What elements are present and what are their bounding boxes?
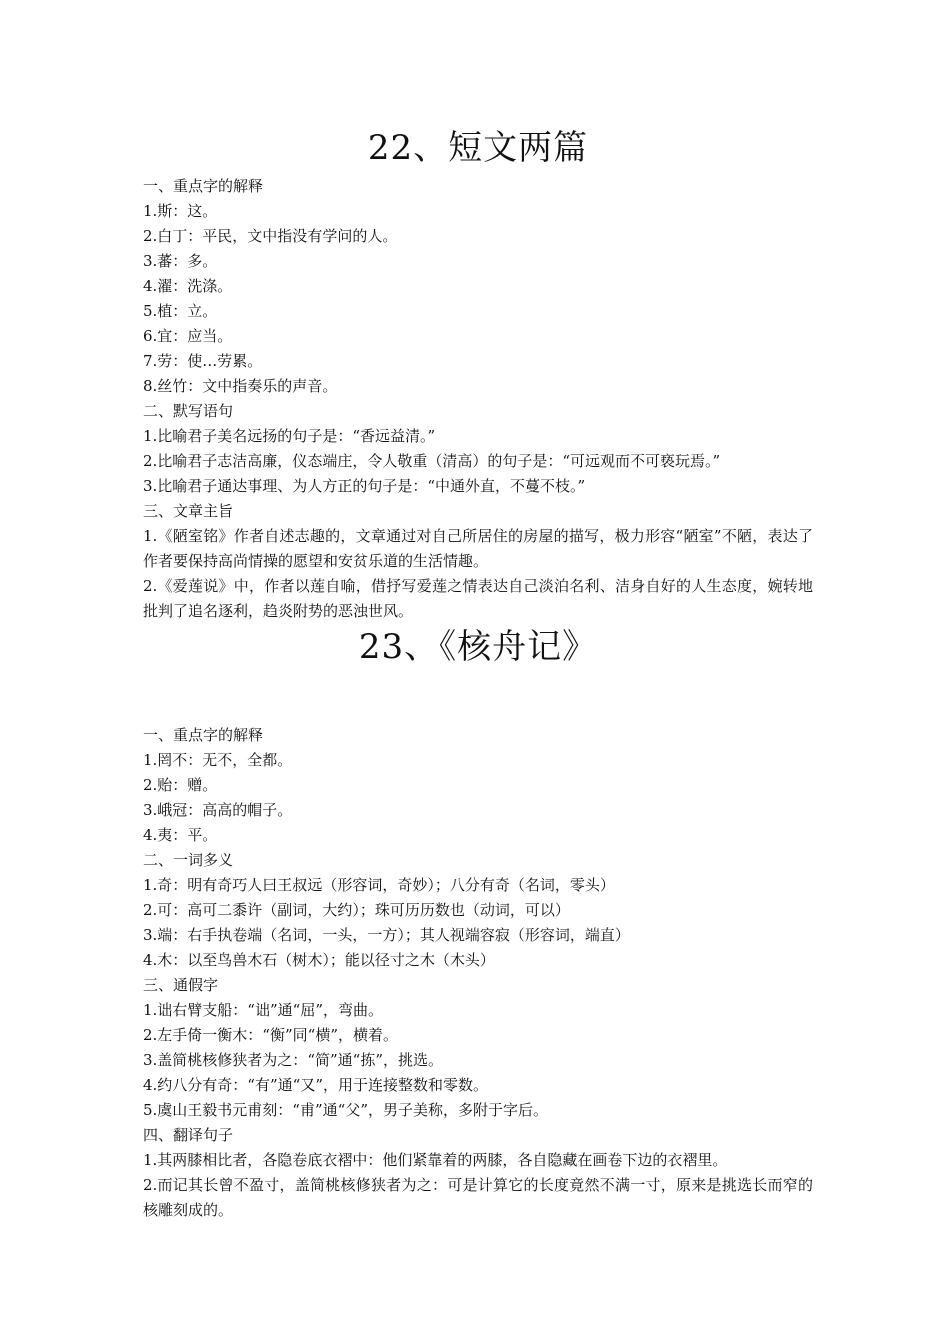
list-item: 8.丝竹：文中指奏乐的声音。: [143, 377, 338, 395]
list-item: 2.白丁：平民，文中指没有学问的人。: [143, 227, 398, 245]
heading-translation: 四、翻译句子: [143, 1126, 234, 1144]
heading-loanwords: 三、通假字: [143, 976, 219, 994]
heading-key-words: 一、重点字的解释: [143, 726, 264, 744]
list-item: 1.罔不：无不，全都。: [143, 751, 293, 769]
list-item: 4.木：以至鸟兽木石（树木）；能以径寸之木（木头）: [143, 951, 495, 969]
list-item: 6.宜：应当。: [143, 327, 233, 345]
theme-paragraph: 2.《爱莲说》中，作者以莲自喻，借抒写爱莲之情表达自己淡泊名利、洁身自好的人生态度，婉转地批判了追名逐利，趋炎附势的恶浊世风。: [143, 577, 813, 620]
translation-item: 2.而记其长曾不盈寸，盖简桃核修狭者为之：可是计算它的长度竟然不满一寸，原来是挑选长而窄的核雕刻成的。: [143, 1176, 813, 1219]
section-title: 22、短文两篇: [367, 128, 589, 168]
section-22: [143, 128, 813, 624]
list-item: 1.诎右臂支船：“诎”通“屈”，弯曲。: [143, 1001, 383, 1019]
theme-paragraph: 1.《陋室铭》作者自述志趣的，文章通过对自己所居住的房屋的描写，极力形容“陋室”不陋，表达了作者要保持高尚情操的愿望和安贫乐道的生活情趣。: [143, 527, 813, 570]
list-item: 1.斯：这。: [143, 202, 218, 220]
list-item: 3.盖简桃核修狭者为之：“简”通“拣”，挑选。: [143, 1051, 443, 1069]
list-item: 3.峨冠：高高的帽子。: [143, 801, 293, 819]
section-title: 23、《核舟记》: [358, 627, 598, 667]
heading-dictation: 二、默写语句: [143, 402, 234, 420]
list-item: 2.贻：赠。: [143, 776, 218, 794]
translation-item: 1.其两膝相比者，各隐卷底衣褶中：他们紧靠着的两膝，各自隐藏在画卷下边的衣褶里。: [143, 1151, 728, 1169]
list-item: 2.左手倚一衡木：“衡”同“横”，横着。: [143, 1026, 398, 1044]
list-item: 2.比喻君子志洁高廉，仪态端庄，令人敬重（清高）的句子是：“可远观而不可亵玩焉。”: [143, 452, 721, 470]
list-item: 4.濯：洗涤。: [143, 277, 233, 295]
list-item: 5.虞山王毅书元甫刻：“甫”通“父”，男子美称，多附于字后。: [143, 1101, 548, 1119]
list-item: 4.夷：平。: [143, 826, 218, 844]
list-item: 1.比喻君子美名远扬的句子是：“香远益清。”: [143, 427, 436, 445]
heading-key-words: 一、重点字的解释: [143, 177, 264, 195]
list-item: 3.比喻君子通达事理、为人方正的句子是：“中通外直，不蔓不枝。”: [143, 477, 586, 495]
list-item: 1.奇：明有奇巧人曰王叔远（形容词，奇妙）；八分有奇（名词，零头）: [143, 876, 615, 894]
list-item: 4.约八分有奇：“有”通“又”，用于连接整数和零数。: [143, 1076, 488, 1094]
list-item: 3.端：右手执卷端（名词，一头，一方）；其人视端容寂（形容词，端直）: [143, 926, 630, 944]
list-item: 3.蕃：多。: [143, 252, 218, 270]
list-item: 5.植：立。: [143, 302, 218, 320]
list-item: 7.劳：使…劳累。: [143, 352, 263, 370]
list-item: 2.可：高可二黍许（副词，大约）；珠可历历数也（动词，可以）: [143, 901, 570, 919]
heading-polysemy: 二、一词多义: [143, 851, 234, 869]
heading-theme: 三、文章主旨: [143, 502, 234, 520]
section-23: [143, 627, 813, 1223]
